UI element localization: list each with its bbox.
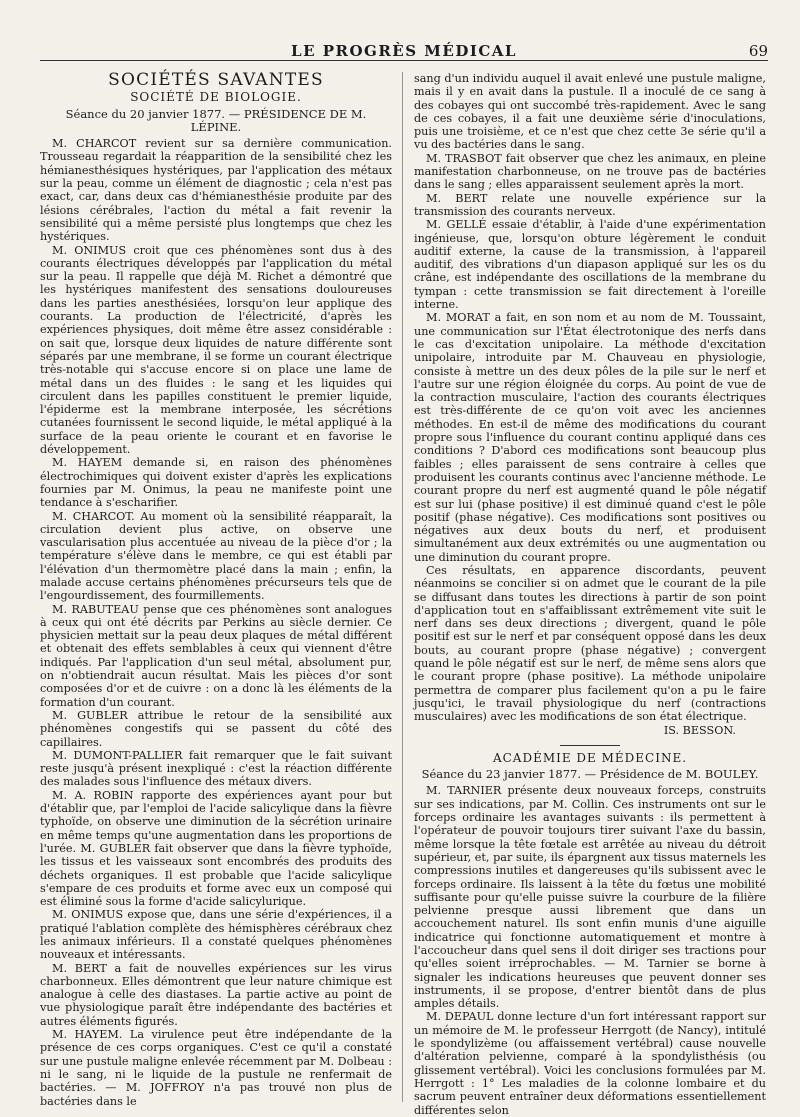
paragraph: M. DUMONT-PALLIER fait remarquer que le fait suivant reste jusqu'à présent inexpliqué : c'est la réaction différente des malades sous l'influence des métaux divers. — [40, 748, 392, 789]
section-title: SOCIÉTÉS SAVANTES — [108, 70, 324, 90]
paragraph: M. CHARCOT. Au moment où la sensibilité réapparaît, la circulation devient plus active, on observe une vascularisation plus accentuée au niveau de la pièce d'or ; la température s'élève dans le membre, ce qui est établi par l'élévation d'un thermomètre placé dans la main ; enfin, la malade accuse certains phénomènes précurseurs tels que de l'engourdissement, des fourmillements. — [40, 509, 392, 603]
academy-title: ACADÉMIE DE MÉDECINE. — [492, 750, 688, 765]
paragraph: M. HAYEM. La virulence peut être indépendante de la présence de ces corps organiques. C'est ce qu'il a constaté sur une pustule maligne enlevée récemment par M. Dolbeau : ni le sang, ni le liquide de la pustule ne renfermait de bactéries. — M. JOFFROY n'a pas trouvé non plus de bactéries dans le — [40, 1028, 392, 1108]
paragraph: M. GELLÉ essaie d'établir, à l'aide d'une expérimentation ingénieuse, que, lorsqu'on obture légèrement le conduit auditif externe, la cause de la transmission, à l'appareil auditif, des vibrations d'un diapason appliqué sur les os du crâne, est indépendante des oscillations de la membrane du tympan : cette transmission se fait directement à l'oreille interne. — [414, 218, 766, 312]
paragraph: Ces résultats, en apparence discordants, peuvent néanmoins se concilier si on admet que le courant de la pile se diffusant dans toutes les directions à partir de son point d'application tout en s'affaiblissant extrêmement vite suit le nerf dans ses deux directions ; divergent, quand le pôle positif est sur le nerf et par conséquent opposé dans les deux bouts, au courant propre (phase négative) ; convergent quand le pôle négatif est sur le nerf, de même sens alors que le courant propre (phase positive). La méthode unipolaire permettra de comparer plus facilement qu'on a pu le faire jusqu'ici, le travail physiologique du nerf (contractions musculaires) avec les modifications de son état électrique. — [414, 563, 766, 724]
left-column — [40, 72, 392, 1107]
column-divider — [402, 72, 403, 1102]
society-title: SOCIÉTÉ DE BIOLOGIE. — [130, 90, 302, 105]
signature: IS. BESSON. — [663, 723, 736, 737]
right-column — [414, 72, 766, 1117]
paragraph: M. A. ROBIN rapporte des expériences ayant pour but d'établir que, par l'emploi de l'acide salicylique dans la fièvre typhoïde, on observe une diminution de la sécrétion urinaire en même temps qu'une augmentation dans les proportions de l'urée. M. GUBLER fait observer que dans la fièvre typhoïde, les tissus et les vaisseaux sont encombrés des produits des déchets organiques. Il est probable que l'acide salicylique s'empare de ces produits et forme avec eux un composé qui est éliminé sous la forme d'acide salicylurique. — [40, 788, 392, 909]
paragraph: M. RABUTEAU pense que ces phénomènes sont analogues à ceux qui ont été décrits par Perkins au siècle dernier. Ce physicien mettait sur la peau deux plaques de métal différent et obtenait des effets semblables à ceux qui viennent d'être indiqués. Par l'application d'un seul métal, absolument pur, on n'obtiendrait aucun résultat. Mais les pièces d'or sont composées d'or et de cuivre : on a donc là les éléments de la formation d'un courant. — [40, 602, 392, 709]
paragraph: M. HAYEM demande si, en raison des phénomènes électrochimiques qui doivent exister d'après les explications fournies par M. Onimus, la peau ne manifeste point une tendance à s'escharifier. — [40, 456, 392, 510]
academy-seance-line: Séance du 23 janvier 1877. — Présidence de M. BOULEY. — [421, 767, 759, 782]
paragraph: M. BERT a fait de nouvelles expériences sur les virus charbonneux. Elles démontrent que leur nature chimique est analogue à celle des diastases. La partie active au point de vue physiologique paraît être indépendante des bactéries et autres éléments figurés. — [40, 961, 392, 1028]
paragraph: M. ONIMUS croit que ces phénomènes sont dus à des courants électriques développés par l'application du métal sur la peau. Il rappelle que déjà M. Richet a démontré que les hystériques manifestent des sensations douloureuses dans les parties anesthésiées, lorsqu'on leur applique des courants. La production de l'électricité, d'après les expériences physiques, doit même être assez considérable : on sait que, lorsque deux liquides de nature différente sont séparés par une membrane, il se forme un courant électrique très-notable qui s'accuse encore si on place une lame de métal dans un des fluides : le sang et les liquides qui circulent dans les papilles constituent le premier liquide, l'épiderme est la membrane interposée, les sécrétions cutanées fournissent le second liquide, le métal appliqué à la surface de la peau oriente le courant et en favorise le développement. — [40, 243, 392, 457]
seance-line: Séance du 20 janvier 1877. — PRÉSIDENCE DE M. LÉPINE. — [65, 106, 367, 134]
paragraph: sang d'un individu auquel il avait enlevé une pustule maligne, mais il y en avait dans la pustule. Il a inoculé de ce sang à des cobayes qui ont succombé très-rapidement. Avec le sang de ces cobayes, il a fait une deuxième série d'inoculations, puis une troisième, et ce n'est que chez cette 3e série qu'il a vu des bactéries dans le sang. — [414, 72, 766, 152]
page-number: 69 — [748, 42, 768, 60]
paragraph: M. ONIMUS expose que, dans une série d'expériences, il a pratiqué l'ablation complète des hémisphères cérébraux chez les animaux inférieurs. Il a constaté quelques phénomènes nouveaux et intéressants. — [40, 908, 392, 962]
paragraph: M. DEPAUL donne lecture d'un fort intéressant rapport sur un mémoire de M. le professeur Herrgott (de Nancy), intitulé le spondylizème (ou affaissement vertébral) cause nouvelle d'altération pelvienne, comparé à la spondylisthésis (ou glissement vertébral). Voici les conclusions formulées par M. Herrgott : 1° Les maladies de la colonne lombaire et du sacrum peuvent entraîner deux déformations essentiellement différentes selon — [414, 1010, 766, 1117]
paragraph: M. TARNIER présente deux nouveaux forceps, construits sur ses indications, par M. Collin. Ces instruments ont sur le forceps ordinaire les avantages suivants : ils permettent à l'opérateur de pouvoir toujours tirer suivant l'axe du bassin, même lorsque la tête fœtale est arrêtée au niveau du détroit supérieur, et, par suite, ils épargnent aux tissus maternels les compressions inutiles et dangereuses qu'ils subissent avec le forceps ordinaire. Ils laissent à la tête du fœtus une mobilité suffisante pour qu'elle puisse suivre la courbure de la filière pelvienne presque aussi librement que dans un accouchement naturel. Ils sont enfin munis d'une aiguille indicatrice qui fonctionne automatiquement et montre à l'accoucheur dans quel sens il doit diriger ses tractions pour qu'elles soient irréprochables. — M. Tarnier se borne à signaler les indications heureuses que peuvent donner ses instruments, il se propose, d'entrer bientôt dans de plus amples détails. — [414, 784, 766, 1011]
paragraph: M. TRASBOT fait observer que chez les animaux, en pleine manifestation charbonneuse, on ne trouve pas de bactéries dans le sang ; elles apparaissent seulement après la mort. — [414, 151, 766, 192]
paragraph: M. MORAT a fait, en son nom et au nom de M. Toussaint, une communication sur l'État électrotonique des nerfs dans le cas d'excitation unipolaire. La méthode d'excitation unipolaire, introduite par M. Chauveau en physiologie, consiste à mettre un des deux pôles de la pile sur le nerf et l'autre sur une région éloignée du corps. Au point de vue de la contraction musculaire, l'action des courants électriques est très-différente de ce qu'on voit avec les anciennes méthodes. En est-il de même des modifications du courant propre sous l'influence du courant continu appliqué dans ces conditions ? D'abord ces modifications sont beaucoup plus faibles ; elles paraissent de sens contraire à celles que produisent les courants continus avec l'ancienne méthode. Le courant propre du nerf est augmenté quand le pôle négatif est sur lui (phase positive) il est diminué quand c'est le pôle positif (phase négative). Ces modifications sont positives ou négatives aux deux bouts du nerf, et produisent simultanément aux deux extrémités ou une augmentation ou une diminution du courant propre. — [414, 311, 766, 564]
running-head — [40, 40, 768, 61]
section-rule — [560, 745, 620, 746]
paragraph: M. BERT relate une nouvelle expérience sur la transmission des courants nerveux. — [414, 191, 766, 218]
running-title: LE PROGRÈS MÉDICAL — [291, 42, 517, 60]
paragraph: M. CHARCOT revient sur sa dernière communication. Trousseau regardait la réapparition de la sensibilité chez les hémianesthésiques hystériques, par l'application des métaux sur la peau, comme un élément de diagnostic ; cela n'est pas exact, car, dans deux cas d'hémianesthésie produite par des lésions cérébrales, l'action du métal a fait revenir la sensibilité qui a même persisté plus longtemps que chez les hystériques. — [40, 137, 392, 244]
paragraph: M. GUBLER attribue le retour de la sensibilité aux phénomènes congestifs qui se passent du côté des capillaires. — [40, 708, 392, 749]
